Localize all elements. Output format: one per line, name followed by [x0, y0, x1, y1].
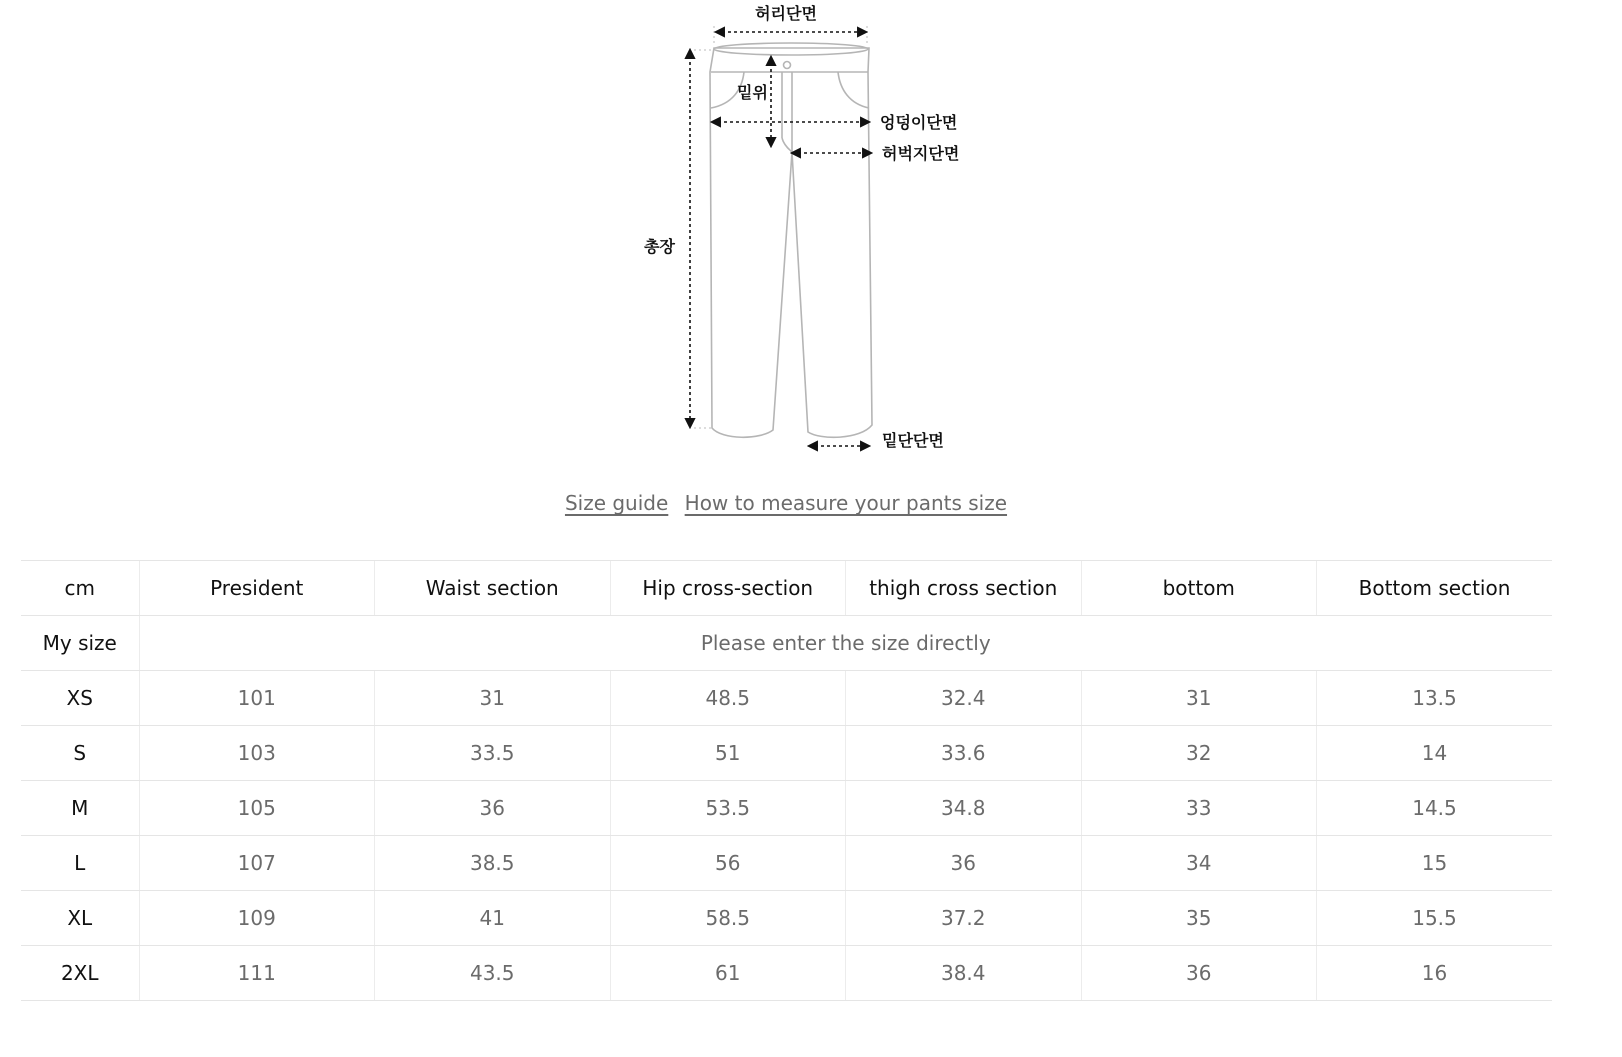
table-cell: 43.5 [375, 946, 611, 1001]
table-cell: 58.5 [610, 891, 846, 946]
my-size-label: My size [21, 616, 139, 671]
table-cell: 36 [1081, 946, 1317, 1001]
rise-label: 밑위 [737, 83, 768, 102]
table-cell: 34.8 [846, 781, 1082, 836]
pants-measurement-diagram [630, 0, 990, 470]
table-cell: 31 [1081, 671, 1317, 726]
table-row [21, 836, 1552, 891]
table-row [21, 781, 1552, 836]
table-cell: 33.6 [846, 726, 1082, 781]
column-header: President [139, 561, 375, 616]
column-header: thigh cross section [846, 561, 1082, 616]
table-cell: 37.2 [846, 891, 1082, 946]
table-row [21, 891, 1552, 946]
column-header: Hip cross-section [610, 561, 846, 616]
size-label: L [21, 836, 139, 891]
table-cell: 35 [1081, 891, 1317, 946]
my-size-input-prompt[interactable]: Please enter the size directly [139, 616, 1552, 671]
table-cell: 103 [139, 726, 375, 781]
table-cell: 107 [139, 836, 375, 891]
table-cell: 14 [1317, 726, 1553, 781]
size-label: M [21, 781, 139, 836]
table-cell: 36 [846, 836, 1082, 891]
table-cell: 109 [139, 891, 375, 946]
table-cell: 61 [610, 946, 846, 1001]
table-cell: 32 [1081, 726, 1317, 781]
table-cell: 38.5 [375, 836, 611, 891]
table-cell: 14.5 [1317, 781, 1553, 836]
table-cell: 105 [139, 781, 375, 836]
size-guide-links [0, 491, 1572, 515]
size-label: 2XL [21, 946, 139, 1001]
column-header: Bottom section [1317, 561, 1553, 616]
size-label: S [21, 726, 139, 781]
size-label: XS [21, 671, 139, 726]
size-label: XL [21, 891, 139, 946]
table-cell: 48.5 [610, 671, 846, 726]
table-row [21, 946, 1552, 1001]
table-cell: 36 [375, 781, 611, 836]
table-cell: 32.4 [846, 671, 1082, 726]
table-cell: 101 [139, 671, 375, 726]
size-guide-link[interactable]: Size guide [564, 491, 669, 515]
table-cell: 16 [1317, 946, 1553, 1001]
table-cell: 34 [1081, 836, 1317, 891]
hem-label: 밑단단면 [882, 431, 944, 450]
thigh-label: 허벅지단면 [882, 144, 960, 163]
table-header-row [21, 561, 1552, 616]
table-cell: 111 [139, 946, 375, 1001]
table-cell: 33.5 [375, 726, 611, 781]
table-cell: 15 [1317, 836, 1553, 891]
table-cell: 31 [375, 671, 611, 726]
table-cell: 38.4 [846, 946, 1082, 1001]
table-row [21, 671, 1552, 726]
column-header: bottom [1081, 561, 1317, 616]
size-table [21, 560, 1552, 1001]
length-label: 총장 [644, 237, 675, 256]
waist-label: 허리단면 [755, 4, 817, 23]
table-cell: 13.5 [1317, 671, 1553, 726]
table-cell: 56 [610, 836, 846, 891]
my-size-row [21, 616, 1552, 671]
hip-label: 엉덩이단면 [880, 113, 958, 132]
table-cell: 41 [375, 891, 611, 946]
pants-outline-icon [710, 43, 872, 437]
unit-header: cm [21, 561, 139, 616]
column-header: Waist section [375, 561, 611, 616]
table-cell: 51 [610, 726, 846, 781]
table-row [21, 726, 1552, 781]
how-to-measure-link[interactable]: How to measure your pants size [684, 491, 1008, 515]
table-cell: 33 [1081, 781, 1317, 836]
table-cell: 15.5 [1317, 891, 1553, 946]
table-cell: 53.5 [610, 781, 846, 836]
